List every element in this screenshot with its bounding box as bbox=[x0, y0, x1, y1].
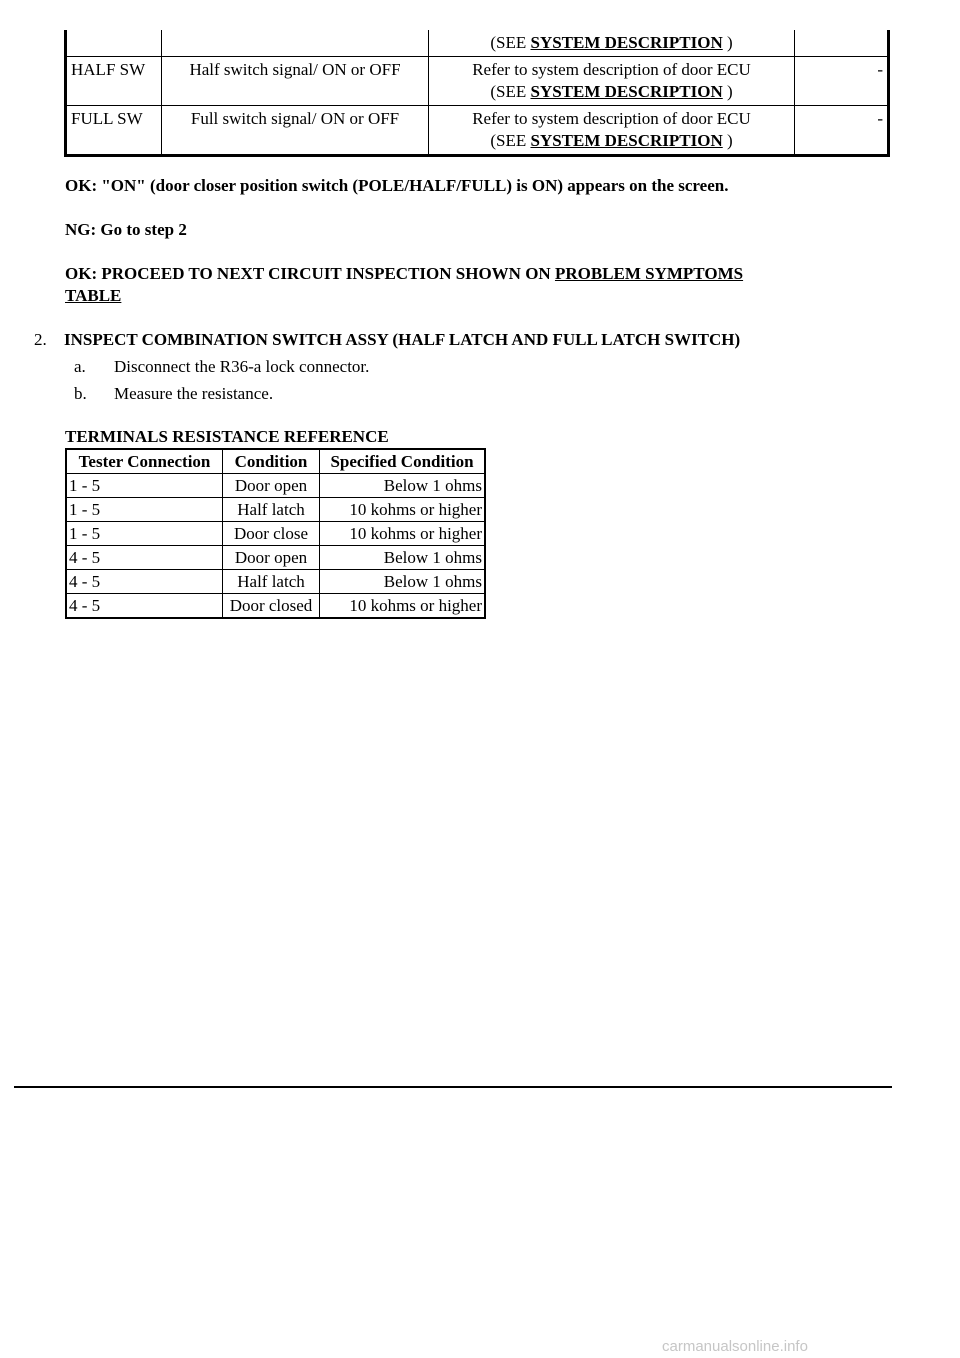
table-row bbox=[66, 30, 889, 57]
diag-note-cell: - bbox=[795, 106, 889, 156]
substep-letter: a. bbox=[74, 357, 86, 376]
see-suffix: ) bbox=[722, 82, 733, 101]
range-text: Refer to system description of door ECU bbox=[472, 60, 751, 79]
table-row bbox=[66, 498, 485, 522]
see-suffix: ) bbox=[722, 131, 733, 150]
system-description-link[interactable]: SYSTEM DESCRIPTION bbox=[530, 131, 723, 150]
diag-note-cell: - bbox=[795, 57, 889, 106]
tester-connection-cell: 4 - 5 bbox=[66, 594, 223, 619]
specified-condition-cell: 10 kohms or higher bbox=[320, 522, 486, 546]
system-description-link[interactable]: SYSTEM DESCRIPTION bbox=[530, 33, 723, 52]
tester-connection-cell: 1 - 5 bbox=[66, 522, 223, 546]
watermark: carmanualsonline.info bbox=[662, 1338, 808, 1355]
table-header-row bbox=[66, 449, 485, 474]
resistance-table bbox=[65, 448, 486, 619]
item-cell: FULL SW bbox=[66, 106, 162, 156]
step-number: 2. bbox=[34, 330, 47, 349]
switch-signal-table bbox=[64, 30, 890, 157]
result-ng-text: NG: Go to step 2 bbox=[65, 220, 187, 239]
item-cell bbox=[66, 30, 162, 57]
condition-cell: Door close bbox=[223, 522, 320, 546]
tester-connection-cell: 1 - 5 bbox=[66, 498, 223, 522]
tester-connection-cell: 4 - 5 bbox=[66, 546, 223, 570]
specified-condition-cell: Below 1 ohms bbox=[320, 570, 486, 594]
specified-condition-cell: 10 kohms or higher bbox=[320, 498, 486, 522]
see-prefix: (SEE bbox=[490, 82, 531, 101]
range-cell bbox=[429, 57, 795, 106]
substep-text: Measure the resistance. bbox=[114, 384, 274, 403]
header-condition: Condition bbox=[223, 449, 320, 474]
condition-cell: Door open bbox=[223, 474, 320, 498]
range-text: Refer to system description of door ECU bbox=[472, 109, 751, 128]
table-row bbox=[66, 474, 485, 498]
result-ok-text: OK: "ON" (door closer position switch (POLE/HALF/FULL) is ON) appears on the screen. bbox=[65, 176, 729, 195]
see-prefix: (SEE bbox=[490, 33, 531, 52]
table-row bbox=[66, 106, 889, 156]
step-2-heading bbox=[34, 329, 740, 351]
substep-letter: b. bbox=[74, 384, 87, 403]
resistance-table-title: TERMINALS RESISTANCE REFERENCE bbox=[65, 427, 389, 446]
specified-condition-cell: Below 1 ohms bbox=[320, 474, 486, 498]
problem-symptoms-link-cont[interactable]: TABLE bbox=[65, 286, 122, 305]
see-suffix: ) bbox=[722, 33, 733, 52]
display-cell bbox=[162, 30, 429, 57]
proceed-text bbox=[65, 263, 865, 307]
tester-connection-cell: 1 - 5 bbox=[66, 474, 223, 498]
table-row bbox=[66, 570, 485, 594]
table-row bbox=[66, 57, 889, 106]
diag-note-cell bbox=[795, 30, 889, 57]
system-description-link[interactable]: SYSTEM DESCRIPTION bbox=[530, 82, 723, 101]
condition-cell: Half latch bbox=[223, 570, 320, 594]
problem-symptoms-link[interactable]: PROBLEM SYMPTOMS bbox=[554, 264, 744, 283]
range-cell bbox=[429, 30, 795, 57]
display-cell: Half switch signal/ ON or OFF bbox=[162, 57, 429, 106]
specified-condition-cell: 10 kohms or higher bbox=[320, 594, 486, 619]
display-cell: Full switch signal/ ON or OFF bbox=[162, 106, 429, 156]
proceed-label: OK: PROCEED TO NEXT CIRCUIT INSPECTION SHOWN ON bbox=[65, 264, 555, 283]
item-cell: HALF SW bbox=[66, 57, 162, 106]
tester-connection-cell: 4 - 5 bbox=[66, 570, 223, 594]
condition-cell: Door open bbox=[223, 546, 320, 570]
substep-a bbox=[74, 356, 369, 378]
footer-divider bbox=[14, 1086, 892, 1088]
condition-cell: Half latch bbox=[223, 498, 320, 522]
table-row bbox=[66, 522, 485, 546]
substep-b bbox=[74, 383, 273, 405]
header-tester-connection: Tester Connection bbox=[66, 449, 223, 474]
see-prefix: (SEE bbox=[490, 131, 531, 150]
substep-text: Disconnect the R36-a lock connector. bbox=[114, 357, 370, 376]
range-cell bbox=[429, 106, 795, 156]
step-title: INSPECT COMBINATION SWITCH ASSY (HALF LATCH AND FULL LATCH SWITCH) bbox=[64, 330, 741, 349]
table-row bbox=[66, 594, 485, 619]
specified-condition-cell: Below 1 ohms bbox=[320, 546, 486, 570]
header-specified-condition: Specified Condition bbox=[320, 449, 486, 474]
table-row bbox=[66, 546, 485, 570]
condition-cell: Door closed bbox=[223, 594, 320, 619]
